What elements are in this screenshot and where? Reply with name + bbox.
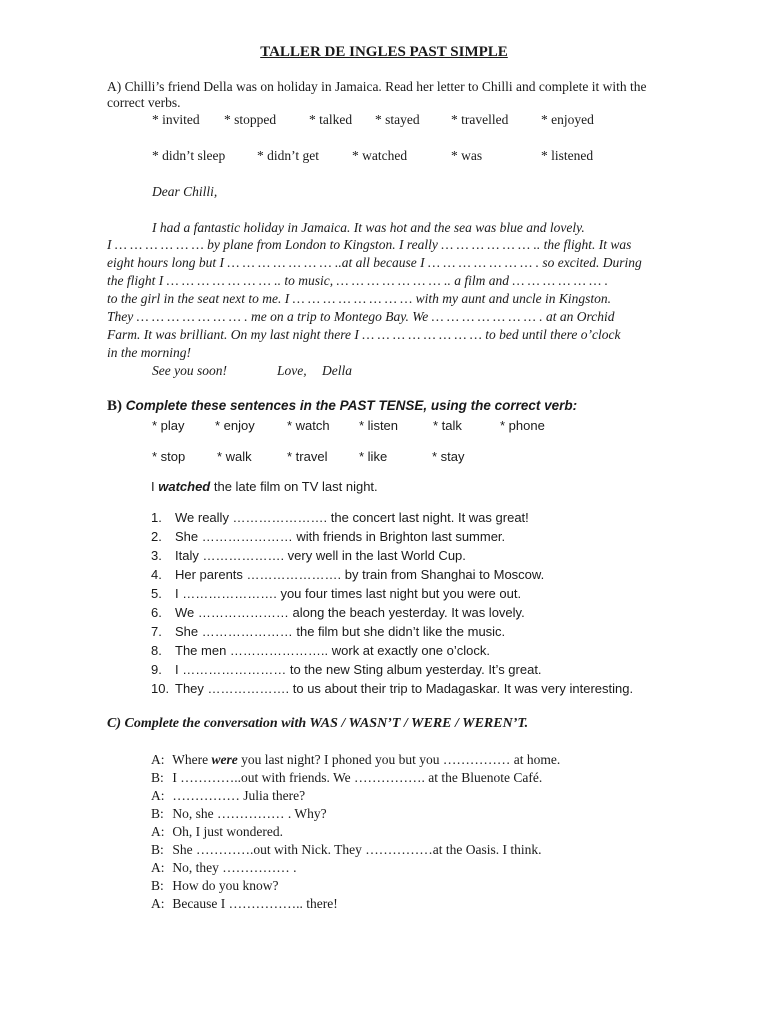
letter-closing: See you soon! bbox=[152, 363, 227, 378]
dialog-line bbox=[151, 878, 279, 894]
dialog-line bbox=[151, 860, 297, 876]
word-bank-b-item: * stay bbox=[432, 449, 465, 464]
list-item-text: They ………………. to us about their trip to Madagaskar. It was very interesting. bbox=[175, 681, 634, 696]
word-bank-a-item: * talked bbox=[309, 112, 353, 127]
word-bank-a-item: * travelled bbox=[451, 112, 509, 127]
dialog-line bbox=[151, 788, 305, 804]
dialog-line bbox=[151, 806, 327, 822]
list-item-text: The men ………………….. work at exactly one o’clock. bbox=[175, 643, 490, 658]
example-sentence bbox=[151, 479, 378, 494]
list-item-number: 1. bbox=[151, 510, 162, 525]
dialog-speaker: B: bbox=[151, 770, 164, 785]
word-bank-b-item: * walk bbox=[217, 449, 252, 464]
dialog-speaker: A: bbox=[151, 752, 165, 767]
dialog-line bbox=[151, 752, 560, 768]
word-bank-b-item: * talk bbox=[433, 418, 462, 433]
dialog-line bbox=[151, 896, 338, 912]
list-item-number: 5. bbox=[151, 586, 162, 601]
list-item-number: 10. bbox=[151, 681, 170, 696]
list-item-number: 9. bbox=[151, 662, 162, 677]
list-item-number: 7. bbox=[151, 624, 162, 639]
list-item bbox=[151, 510, 529, 525]
dialog-text: No, they …………… . bbox=[169, 860, 297, 875]
list-item-number: 4. bbox=[151, 567, 162, 582]
dialog-line bbox=[151, 824, 283, 840]
word-bank-a-item: * enjoyed bbox=[541, 112, 594, 127]
word-bank-a-item: * didn’t get bbox=[257, 148, 319, 163]
list-item bbox=[151, 529, 505, 544]
list-item bbox=[151, 548, 466, 563]
word-bank-a-item: * invited bbox=[152, 112, 200, 127]
list-item-text: We ………………… along the beach yesterday. It was lovely. bbox=[175, 605, 525, 620]
list-item-text: We really …………………. the concert last night. It was great! bbox=[175, 510, 529, 525]
section-b-heading bbox=[107, 398, 577, 415]
letter-signature: Della bbox=[322, 363, 352, 378]
list-item bbox=[151, 624, 505, 639]
list-item bbox=[151, 643, 490, 658]
dialog-speaker: B: bbox=[151, 842, 164, 857]
example-post: the late film on TV last night. bbox=[210, 479, 378, 494]
list-item bbox=[151, 586, 521, 601]
example-verb: watched bbox=[158, 479, 211, 494]
list-item-number: 3. bbox=[151, 548, 162, 563]
list-item-text: She ………………… the film but she didn’t like the music. bbox=[175, 624, 506, 639]
dialog-speaker: A: bbox=[151, 824, 165, 839]
dialog-speaker: A: bbox=[151, 860, 165, 875]
dialog-text: How do you know? bbox=[169, 878, 279, 893]
dialog-speaker: B: bbox=[151, 806, 164, 821]
letter-line: Farm. It was brilliant. On my last night there I … … … … … … … … to bed until there o’clock bbox=[107, 327, 621, 342]
letter-line: I … … … … … … by plane from London to Kingston. I really … … … … … … .. the flight. It was bbox=[107, 237, 632, 252]
example-pre: I bbox=[151, 479, 159, 494]
list-item bbox=[151, 662, 542, 677]
dialog-example-word: were bbox=[211, 752, 238, 767]
word-bank-a-item: * stopped bbox=[224, 112, 277, 127]
dialog-text: Because I …………….. there! bbox=[169, 896, 338, 911]
page-title: TALLER DE INGLES PAST SIMPLE bbox=[260, 44, 508, 60]
list-item-number: 6. bbox=[151, 605, 162, 620]
list-item-text: I …………………. you four times last night but you were out. bbox=[175, 586, 522, 601]
word-bank-b-item: * watch bbox=[287, 418, 330, 433]
list-item bbox=[151, 605, 525, 620]
section-c-instruction: C) Complete the conversation with WAS / WASN’T / WERE / WEREN’T. bbox=[107, 716, 529, 731]
letter-line: eight hours long but I … … … … … … … ..at all because I … … … … … … … . so excited. During bbox=[107, 255, 642, 270]
letter-line: the flight I … … … … … … … .. to music, … … … … … … … .. a film and … … … … … … . bbox=[107, 273, 609, 288]
list-item-text: Her parents …………………. by train from Shanghai to Moscow. bbox=[175, 567, 545, 582]
dialog-line bbox=[151, 770, 542, 786]
word-bank-a-item: * stayed bbox=[375, 112, 420, 127]
word-bank-b-item: * enjoy bbox=[215, 418, 255, 433]
dialog-speaker: A: bbox=[151, 788, 165, 803]
dialog-text: She ………….out with Nick. They ……………at the Oasis. I think. bbox=[169, 842, 542, 857]
list-item-text: She ………………… with friends in Brighton last summer. bbox=[175, 529, 506, 544]
dialog-text: No, she …………… . Why? bbox=[169, 806, 327, 821]
dialog-text: Oh, I just wondered. bbox=[169, 824, 283, 839]
word-bank-a-item: * watched bbox=[352, 148, 408, 163]
letter-line: to the girl in the seat next to me. I … … … … … … … … with my aunt and uncle in Kingston. bbox=[107, 291, 611, 306]
list-item-number: 8. bbox=[151, 643, 162, 658]
dialog-text: Where bbox=[169, 752, 212, 767]
dialog-text: I …………..out with friends. We ……………. at the Bluenote Café. bbox=[169, 770, 543, 785]
word-bank-b-item: * play bbox=[152, 418, 185, 433]
section-a-instruction: A) Chilli’s friend Della was on holiday in Jamaica. Read her letter to Chilli and complete it with the correct verbs. bbox=[107, 79, 647, 110]
word-bank-b-item: * phone bbox=[500, 418, 545, 433]
dialog-text: you last night? I phoned you but you …………… at home. bbox=[237, 752, 561, 767]
dialog-line bbox=[151, 842, 541, 858]
letter-closing-love: Love, bbox=[277, 363, 307, 378]
dialog-speaker: B: bbox=[151, 878, 164, 893]
dialog-text: …………… Julia there? bbox=[169, 788, 306, 803]
word-bank-b-item: * like bbox=[359, 449, 388, 464]
letter-line: They … … … … … … … . me on a trip to Montego Bay. We … … … … … … … . at an Orchid bbox=[107, 309, 615, 324]
word-bank-b-item: * travel bbox=[287, 449, 328, 464]
list-item-text: Italy ………………. very well in the last World Cup. bbox=[175, 548, 466, 563]
list-item bbox=[151, 681, 633, 696]
section-b-instruction: Complete these sentences in the PAST TENSE, using the correct verb: bbox=[125, 398, 578, 413]
list-item-text: I …………………… to the new Sting album yesterday. It’s great. bbox=[175, 662, 542, 677]
letter-line: in the morning! bbox=[107, 345, 191, 360]
word-bank-b-item: * stop bbox=[152, 449, 186, 464]
word-bank-b-item: * listen bbox=[359, 418, 399, 433]
dialog-speaker: A: bbox=[151, 896, 165, 911]
word-bank-a-item: * didn’t sleep bbox=[152, 148, 226, 163]
letter-line: I had a fantastic holiday in Jamaica. It was hot and the sea was blue and lovely. bbox=[152, 220, 585, 235]
section-b-label: B) bbox=[107, 398, 122, 414]
word-bank-a-item: * listened bbox=[541, 148, 594, 163]
list-item-number: 2. bbox=[151, 529, 162, 544]
letter-salutation: Dear Chilli, bbox=[152, 184, 218, 199]
word-bank-a-item: * was bbox=[451, 148, 483, 163]
list-item bbox=[151, 567, 544, 582]
